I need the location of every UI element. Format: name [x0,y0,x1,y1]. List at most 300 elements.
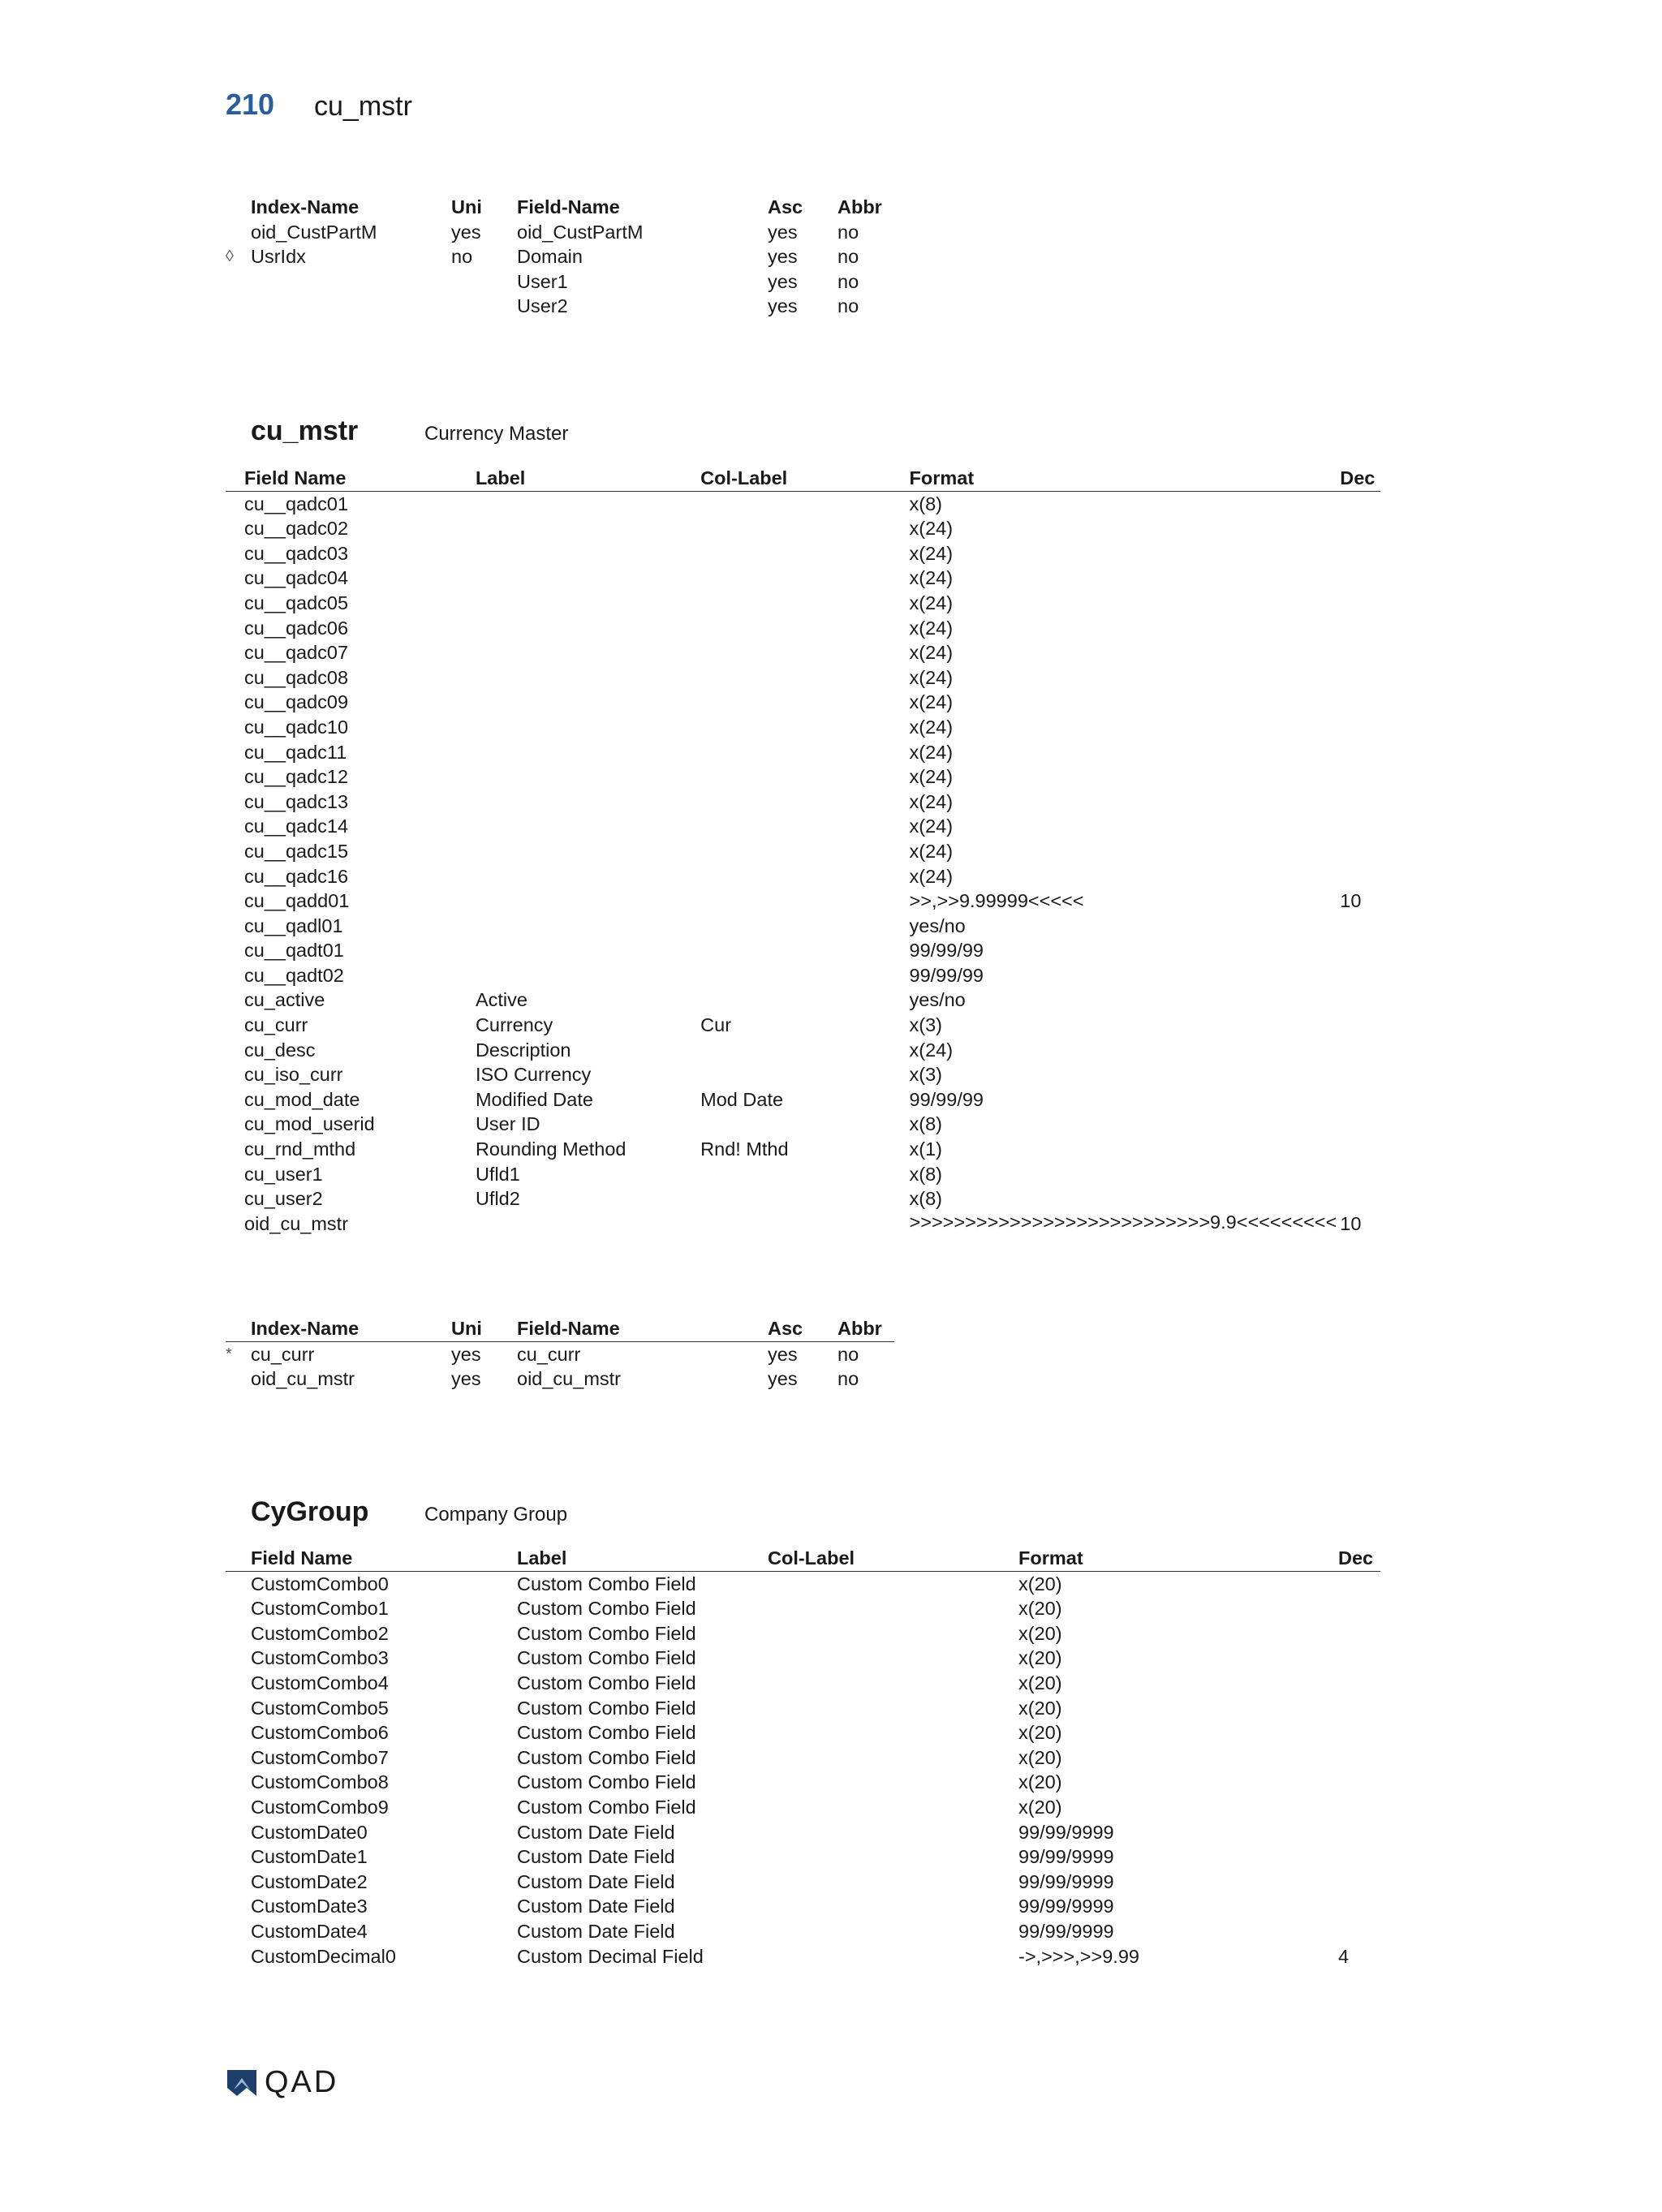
field-name-cell: cu__qadt01 [244,940,344,962]
label-cell: Custom Decimal Field [517,1945,704,1967]
decimals-cell [1340,938,1380,963]
row-spacer [226,1894,251,1919]
unique-cell: yes [451,1343,481,1365]
row-spacer [226,963,244,988]
label-cell: Ufld1 [475,1163,520,1185]
label-cell: Custom Combo Field [517,1573,696,1594]
label-cell [476,715,700,740]
decimals-cell [1340,1087,1380,1112]
field-name-cell: CustomDate0 [251,1821,368,1843]
logo-text: QAD [265,2065,339,2099]
decimals-cell [1338,1671,1380,1696]
table-row [226,1621,1380,1646]
index-table-cu-mstr [226,1316,894,1392]
field-name-cell: cu__qadc05 [244,592,349,613]
row-spacer [226,1186,244,1211]
index-marker: ◊ [226,247,234,266]
ascending-cell: yes [768,221,798,243]
col-label-cell [768,1770,1018,1795]
col-label-cell [700,938,909,963]
field-name-cell: cu__qadc07 [244,642,349,664]
abbreviated-cell: no [837,1343,859,1365]
table-description-cu-mstr: Currency Master [424,423,569,445]
field-table-cygroup [226,1546,1380,1969]
field-name-cell: CustomCombo0 [251,1573,389,1594]
decimals-cell [1338,1770,1380,1795]
label-cell: Custom Date Field [517,1846,675,1868]
field-name-cell: CustomCombo2 [251,1622,389,1644]
decimals-cell [1340,566,1380,591]
col-label-cell [700,988,909,1013]
table-row [226,1571,1380,1596]
column-header: Format [910,466,1341,491]
table-row [226,1919,1380,1944]
index-marker [226,294,251,319]
col-label-cell [768,1571,1018,1596]
label-cell: Custom Combo Field [517,1622,696,1644]
decimals-cell [1338,1919,1380,1944]
format-cell: x(8) [909,1163,942,1185]
label-cell: Custom Combo Field [517,1672,696,1693]
table-row [226,566,1380,591]
format-cell: x(20) [1018,1697,1062,1719]
field-name-cell: CustomDate3 [251,1896,368,1917]
row-spacer [226,491,244,516]
row-spacer [226,1795,251,1820]
unique-cell [451,269,517,295]
decimals-cell [1338,1621,1380,1646]
label-cell [476,963,700,988]
field-name-cell: CustomCombo4 [251,1672,389,1693]
row-spacer [226,1844,251,1870]
table-row [226,1720,1380,1745]
column-header: Asc [768,196,803,217]
table-row [226,665,1380,691]
format-cell: ->,>>>,>>9.99 [1018,1945,1139,1967]
format-cell: x(24) [909,716,954,738]
row-spacer [226,1211,244,1237]
field-name-cell: cu__qadd01 [244,890,350,912]
field-name-cell: cu_user1 [244,1163,323,1185]
field-name-cell: oid_cu_mstr [517,1368,621,1390]
format-cell: >>,>>9.99999<<<<< [909,890,1084,912]
field-name-cell: cu__qadc08 [244,666,349,688]
field-name-cell: CustomCombo5 [251,1697,389,1719]
label-cell: Custom Combo Field [517,1771,696,1793]
format-cell: x(1) [909,1138,942,1160]
col-label-cell [768,1795,1018,1820]
row-spacer [226,814,244,839]
field-name-cell: cu_user2 [244,1188,323,1210]
field-name-cell: cu__qadc04 [244,567,349,589]
col-label-cell [700,889,909,914]
field-name-cell: cu_mod_date [244,1088,360,1110]
column-header: Format [1018,1546,1338,1571]
col-label-cell [700,864,909,889]
field-name-cell: cu_active [244,989,325,1011]
label-cell [476,814,700,839]
field-name-cell: cu__qadc14 [244,816,349,837]
format-cell: x(24) [909,840,954,862]
abbreviated-cell: no [837,1368,859,1390]
table-row [226,988,1380,1013]
column-header: Field-Name [517,196,620,217]
decimals-cell [1340,665,1380,691]
label-cell: Custom Combo Field [517,1722,696,1744]
field-name-cell: CustomCombo8 [251,1771,389,1793]
format-cell: x(24) [909,617,954,639]
format-cell: yes/no [909,914,966,936]
table-row [226,1366,894,1392]
table-row [226,269,894,295]
format-cell: 99/99/99 [909,964,984,986]
row-spacer [226,566,244,591]
col-label-cell [768,1820,1018,1845]
table-row [226,1596,1380,1621]
row-spacer [226,1870,251,1895]
label-cell: Custom Combo Field [517,1598,696,1620]
col-label-cell [700,1211,909,1237]
row-spacer [226,1621,251,1646]
label-cell [476,864,700,889]
format-cell: x(20) [1018,1722,1062,1744]
col-label-cell [768,1944,1018,1969]
row-spacer [226,790,244,815]
row-spacer [226,938,244,963]
decimals-cell [1340,1038,1380,1063]
row-spacer [226,516,244,541]
row-spacer [226,1112,244,1137]
table-row [226,715,1380,740]
row-spacer [226,616,244,641]
qad-logo [226,2065,338,2100]
index-name-cell: UsrIdx [251,246,306,268]
decimals-cell [1338,1870,1380,1895]
unique-cell: yes [451,1368,481,1390]
decimals-cell [1340,1062,1380,1087]
format-cell: x(20) [1018,1573,1062,1594]
column-header: Field Name [244,466,476,491]
table-row [226,889,1380,914]
column-header: Dec [1340,466,1380,491]
row-spacer [226,914,244,939]
col-label-cell [700,690,909,715]
row-spacer [226,1770,251,1795]
field-name-cell: cu__qadl01 [244,914,343,936]
label-cell [476,740,700,765]
table-row [226,1745,1380,1771]
format-cell: x(3) [909,1064,942,1086]
field-name-cell: CustomDate4 [251,1920,368,1942]
abbreviated-cell: no [837,270,859,292]
field-name-cell: cu__qadc02 [244,518,349,540]
field-name-cell: CustomCombo9 [251,1796,389,1818]
ascending-cell: yes [768,1343,798,1365]
field-name-cell: User2 [517,295,568,317]
format-cell: x(20) [1018,1647,1062,1669]
ascending-cell: yes [768,295,798,317]
field-name-cell: cu__qadc10 [244,716,349,738]
decimals-cell [1340,491,1380,516]
col-label-cell [768,1646,1018,1671]
col-label-cell [700,1162,909,1187]
table-header-row [226,1316,894,1341]
table-row [226,541,1380,566]
format-cell: >>>>>>>>>>>>>>>>>>>>>>>>>>>9.9<<<<<<<<< [909,1211,1337,1233]
label-cell [476,839,700,864]
label-cell [476,591,700,616]
decimals-cell [1338,1696,1380,1721]
col-label-cell [768,1844,1018,1870]
table-row [226,516,1380,541]
format-cell: x(20) [1018,1746,1062,1768]
col-label-cell [700,839,909,864]
table-row [226,1038,1380,1063]
unique-cell [451,294,517,319]
label-cell: Rounding Method [475,1138,626,1160]
index-marker [226,220,251,245]
field-name-cell: cu_rnd_mthd [244,1138,356,1160]
decimals-cell [1338,1596,1380,1621]
unique-cell: no [451,246,473,268]
ascending-cell: yes [768,246,798,268]
field-name-cell: CustomCombo1 [251,1598,389,1620]
field-table-cu-mstr [226,466,1380,1236]
decimals-cell [1340,1186,1380,1211]
field-name-cell: Domain [517,246,583,268]
col-label-cell [768,1671,1018,1696]
field-name-cell: CustomCombo7 [251,1746,389,1768]
format-cell: 99/99/99 [909,940,984,962]
label-cell [476,938,700,963]
decimals-cell [1340,963,1380,988]
col-label-cell [768,1870,1018,1895]
table-row [226,963,1380,988]
col-label-cell [700,566,909,591]
decimals-cell [1340,591,1380,616]
label-cell: Custom Combo Field [517,1746,696,1768]
label-cell [476,790,700,815]
format-cell: x(20) [1018,1598,1062,1620]
decimals-cell [1338,1820,1380,1845]
decimals-cell [1340,1162,1380,1187]
col-label-cell [700,764,909,790]
field-name-cell: cu__qadc13 [244,790,349,812]
table-row [226,220,894,245]
col-label-cell [700,1038,909,1063]
label-cell [476,665,700,691]
field-name-cell: cu__qadc01 [244,493,349,514]
table-row [226,690,1380,715]
field-name-cell: oid_CustPartM [517,221,644,243]
decimals-cell: 10 [1340,1212,1362,1234]
column-header: Abbr [837,1316,894,1341]
column-header: Abbr [837,196,882,217]
field-name-cell: cu__qadc11 [244,741,347,763]
decimals-cell [1340,864,1380,889]
label-cell: Custom Date Field [517,1896,675,1917]
column-header: Uni [451,1316,517,1341]
label-cell: Custom Combo Field [517,1647,696,1669]
col-label-cell [700,516,909,541]
table-title-cygroup: CyGroup [251,1496,369,1527]
label-cell [476,764,700,790]
col-label-cell [700,1062,909,1087]
table-row [226,764,1380,790]
decimals-cell [1340,914,1380,939]
field-name-cell: CustomDate1 [251,1846,368,1868]
field-name-cell: CustomCombo3 [251,1647,389,1669]
row-spacer [226,1944,251,1969]
format-cell: 99/99/99 [909,1088,984,1110]
table-row [226,864,1380,889]
decimals-cell [1338,1795,1380,1820]
decimals-cell: 4 [1338,1945,1350,1967]
abbreviated-cell: no [837,246,859,268]
format-cell: x(8) [909,493,942,514]
decimals-cell [1340,790,1380,815]
column-header: Field Name [251,1546,517,1571]
row-spacer [226,640,244,665]
ascending-cell: yes [768,1368,798,1390]
decimals-cell [1340,690,1380,715]
column-header: Col-Label [768,1546,1018,1571]
label-cell: Active [475,989,527,1011]
format-cell: x(24) [909,691,954,713]
format-cell: x(20) [1018,1672,1062,1693]
col-label-cell [768,1621,1018,1646]
table-row [226,1162,1380,1187]
col-label-cell [768,1596,1018,1621]
label-cell: Custom Date Field [517,1920,675,1942]
table-row [226,1137,1380,1162]
column-header: Col-Label [700,466,909,491]
row-spacer [226,1720,251,1745]
decimals-cell [1340,516,1380,541]
format-cell: x(24) [909,567,954,589]
label-cell [476,640,700,665]
label-cell: Description [475,1039,571,1061]
decimals-cell [1338,1844,1380,1870]
col-label-cell [768,1696,1018,1721]
field-name-cell: cu_mod_userid [244,1113,375,1135]
row-spacer [226,690,244,715]
table-row [226,740,1380,765]
table-row [226,1341,894,1366]
index-marker: * [226,1345,232,1363]
col-label-cell [768,1894,1018,1919]
format-cell: x(8) [909,1113,942,1135]
decimals-cell [1338,1745,1380,1771]
format-cell: x(24) [909,592,954,613]
page-number: 210 [226,88,275,121]
index-table-custpartm [226,195,894,319]
field-name-cell: cu__qadc16 [244,865,349,887]
row-spacer [226,889,244,914]
label-cell [476,914,700,939]
decimals-cell [1340,640,1380,665]
decimals-cell [1338,1894,1380,1919]
table-row [226,1844,1380,1870]
field-name-cell: CustomDecimal0 [251,1945,396,1967]
table-row [226,1013,1380,1038]
unique-cell: yes [451,221,481,243]
format-cell: 99/99/9999 [1018,1821,1114,1843]
label-cell [476,690,700,715]
format-cell: 99/99/9999 [1018,1896,1114,1917]
col-label-cell [768,1745,1018,1771]
col-label-cell: Rnd! Mthd [700,1138,789,1160]
format-cell: x(24) [909,766,954,788]
table-row [226,1894,1380,1919]
field-name-cell: cu__qadc06 [244,617,349,639]
table-header-row [226,1546,1380,1571]
col-label-cell: Mod Date [700,1088,784,1110]
label-cell [476,616,700,641]
field-name-cell: cu__qadc12 [244,766,349,788]
row-spacer [226,1062,244,1087]
col-label-cell [700,665,909,691]
table-row [226,1087,1380,1112]
label-cell [476,1211,700,1237]
table-row [226,814,1380,839]
table-row [226,294,894,319]
label-cell: Currency [475,1014,553,1036]
label-cell: Custom Combo Field [517,1697,696,1719]
row-spacer [226,839,244,864]
table-row [226,914,1380,939]
col-label-cell [768,1919,1018,1944]
row-spacer [226,715,244,740]
col-label-cell [700,541,909,566]
col-label-cell [700,640,909,665]
col-label-cell [700,1186,909,1211]
index-name-cell [251,294,451,319]
field-name-cell: cu_desc [244,1039,316,1061]
col-label-cell: Cur [700,1014,732,1036]
format-cell: 99/99/9999 [1018,1920,1114,1942]
decimals-cell [1340,740,1380,765]
format-cell: x(24) [909,518,954,540]
decimals-cell: 10 [1340,890,1362,912]
field-name-cell: User1 [517,270,568,292]
decimals-cell [1340,715,1380,740]
label-cell: Custom Date Field [517,1821,675,1843]
table-row [226,640,1380,665]
label-cell [476,516,700,541]
table-header-row [226,195,894,220]
index-name-cell: cu_curr [251,1343,315,1365]
decimals-cell [1340,814,1380,839]
table-row [226,1062,1380,1087]
format-cell: x(24) [909,865,954,887]
column-header: Dec [1338,1546,1380,1571]
format-cell: x(24) [909,666,954,688]
table-row [226,591,1380,616]
table-row [226,1671,1380,1696]
table-row [226,491,1380,516]
field-name-cell: cu__qadc15 [244,840,349,862]
table-row [226,1211,1380,1237]
col-label-cell [700,591,909,616]
row-spacer [226,1745,251,1771]
index-name-cell: oid_CustPartM [251,221,377,243]
field-name-cell: oid_cu_mstr [244,1212,349,1234]
table-header-row [226,466,1380,491]
decimals-cell [1338,1571,1380,1596]
column-header: Label [517,1546,768,1571]
row-spacer [226,740,244,765]
